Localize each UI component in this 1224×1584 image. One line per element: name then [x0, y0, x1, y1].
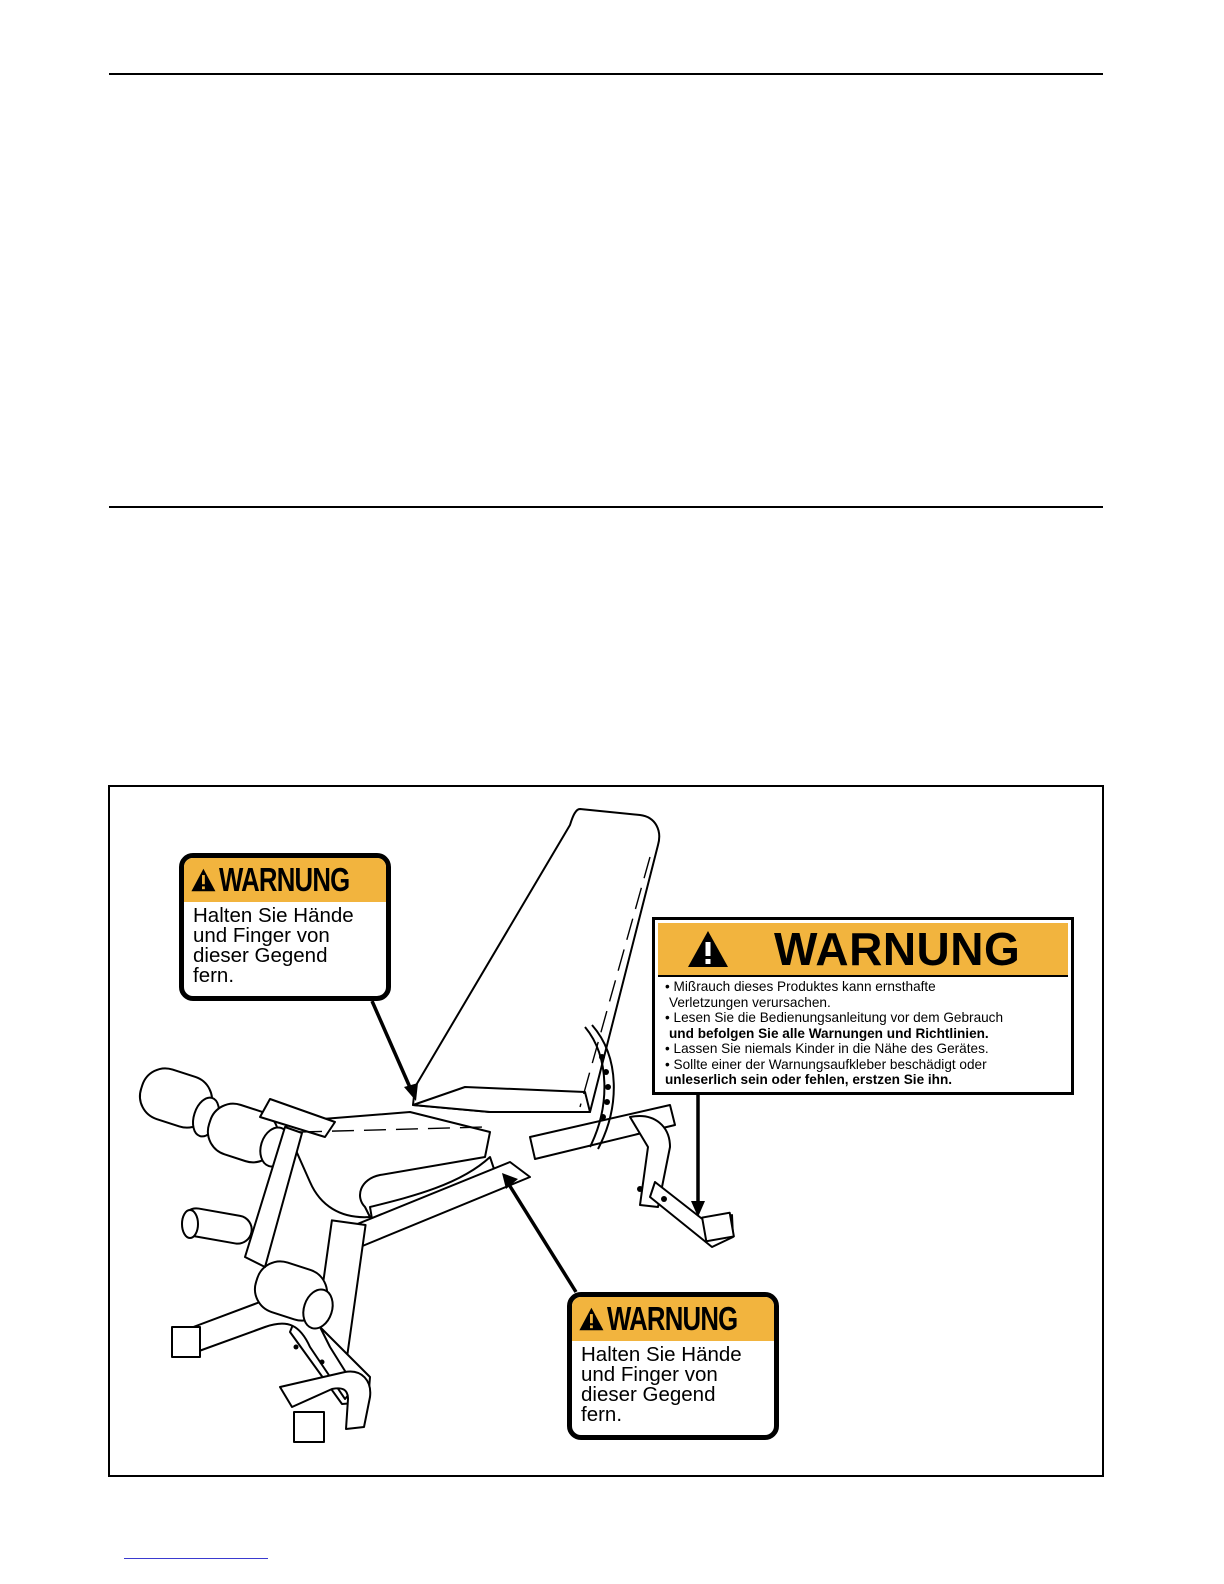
- warning-label-text: Halten Sie Hände und Finger von dieser Gegend fern.: [193, 904, 354, 987]
- warning-label-header: [184, 858, 386, 902]
- warning-item: • Mißrauch dieses Produktes kann ernsthafte Verletzungen verursachen.: [665, 979, 1067, 1010]
- arrow-head-1: [404, 1083, 418, 1101]
- rear-foot-cap: [702, 1213, 734, 1241]
- warning-triangle-icon: [578, 1301, 605, 1337]
- warning-label-seat-left: [179, 853, 391, 1001]
- footer-rule: [124, 1558, 268, 1559]
- front-foot-right: [294, 1412, 324, 1442]
- warning-label-title: WARNUNG: [774, 923, 1021, 975]
- warning-item: • Sollte einer der Warnungsaufkleber beschädigt oder unleserlich sein oder fehlen, erstzen Sie ihn.: [665, 1057, 1067, 1088]
- warning-list: [655, 979, 1071, 1088]
- warning-item: • Lesen Sie die Bedienungsanleitung vor dem Gebrauch und befolgen Sie alle Warnungen und Richtlinien.: [665, 1010, 1067, 1041]
- middle-rule: [109, 506, 1103, 508]
- warning-label-frame: [652, 917, 1074, 1095]
- top-rule: [109, 73, 1103, 75]
- warning-triangle-icon: [190, 862, 217, 898]
- warning-label-header: [658, 923, 1068, 977]
- back-pad: [413, 809, 659, 1112]
- warning-label-header: [572, 1297, 774, 1341]
- front-foot-left: [172, 1327, 200, 1357]
- warning-label-title: WARNUNG: [606, 1300, 738, 1337]
- warning-label-text: Halten Sie Hände und Finger von dieser Gegend fern.: [581, 1343, 742, 1426]
- warning-label-title: WARNUNG: [218, 861, 350, 898]
- warning-triangle-icon: [686, 929, 730, 969]
- warning-item: • Lassen Sie niemals Kinder in die Nähe des Gerätes.: [665, 1041, 1067, 1057]
- warning-label-seat-bottom: [567, 1292, 779, 1440]
